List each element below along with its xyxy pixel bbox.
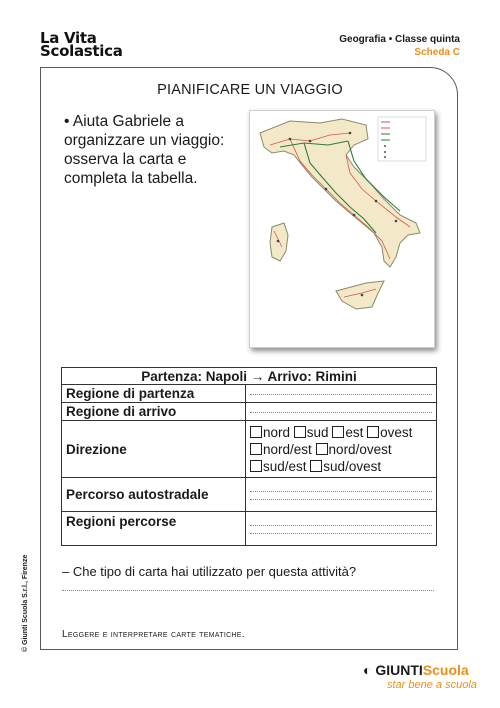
highway-route-field[interactable] <box>246 478 437 512</box>
italy-map <box>249 110 435 348</box>
skill-label: Leggere e interpretare carte tematiche. <box>62 629 245 640</box>
departure-region-field[interactable] <box>246 385 437 403</box>
map-legend <box>378 117 426 161</box>
checkbox-nord-ovest[interactable] <box>316 443 328 455</box>
header-info <box>339 33 460 59</box>
publisher-slogan: star bene a scuola <box>387 679 477 691</box>
checkbox-nord[interactable] <box>250 426 262 438</box>
copyright-text: © Giunti Scuola S.r.l., Firenze <box>22 554 29 652</box>
arrival-region-field[interactable] <box>246 403 437 421</box>
page-title: PIANIFICARE UN VIAGGIO <box>157 82 343 98</box>
arrival-region-label: Regione di arrivo <box>62 403 246 421</box>
publisher-name-a: GIUNTI <box>375 662 423 678</box>
publisher-logo <box>363 662 469 678</box>
checkbox-est[interactable] <box>332 426 344 438</box>
arrival-city: Arrivo: Rimini <box>267 368 357 384</box>
map-of-italy-icon <box>250 111 434 347</box>
answer-line[interactable] <box>62 590 434 591</box>
highway-route-label: Percorso autostradale <box>62 478 246 512</box>
option-nord-est: nord/est <box>263 441 312 457</box>
instruction-text: • Aiuta Gabriele a organizzare un viaggio: osserva la carta e completa la tabella. <box>64 113 225 187</box>
option-sud: sud <box>306 424 329 440</box>
question-text: – Che tipo di carta hai utilizzato per questa attività? <box>62 564 357 579</box>
checkbox-sud-ovest[interactable] <box>310 460 322 472</box>
regions-crossed-label: Regioni percorse <box>62 512 246 546</box>
travel-table <box>61 367 437 546</box>
arrow-icon: → <box>250 368 265 384</box>
option-ovest: ovest <box>380 424 413 440</box>
subject-label: Geografia • Classe quinta <box>339 34 460 45</box>
option-nord-ovest: nord/ovest <box>328 441 392 457</box>
departure-city: Partenza: Napoli <box>141 368 247 384</box>
departure-region-label: Regione di partenza <box>62 385 246 403</box>
logo-line1: La Vita <box>40 29 97 47</box>
checkbox-ovest[interactable] <box>367 426 379 438</box>
checkbox-nord-est[interactable] <box>250 443 262 455</box>
direction-options <box>246 421 437 478</box>
magazine-logo <box>40 29 123 60</box>
option-est: est <box>345 424 364 440</box>
giunti-logo-icon: ◐ <box>363 662 372 678</box>
logo-line2: Scolastica <box>40 42 123 60</box>
sheet-label: Scheda C <box>414 47 460 58</box>
checkbox-sud-est[interactable] <box>250 460 262 472</box>
table-heading <box>62 368 437 385</box>
option-sud-ovest: sud/ovest <box>323 458 382 474</box>
publisher-name-b: Scuola <box>422 662 469 678</box>
option-sud-est: sud/est <box>263 458 307 474</box>
direction-label: Direzione <box>62 421 246 478</box>
regions-crossed-field[interactable] <box>246 512 437 546</box>
checkbox-sud[interactable] <box>294 426 306 438</box>
option-nord: nord <box>263 424 291 440</box>
